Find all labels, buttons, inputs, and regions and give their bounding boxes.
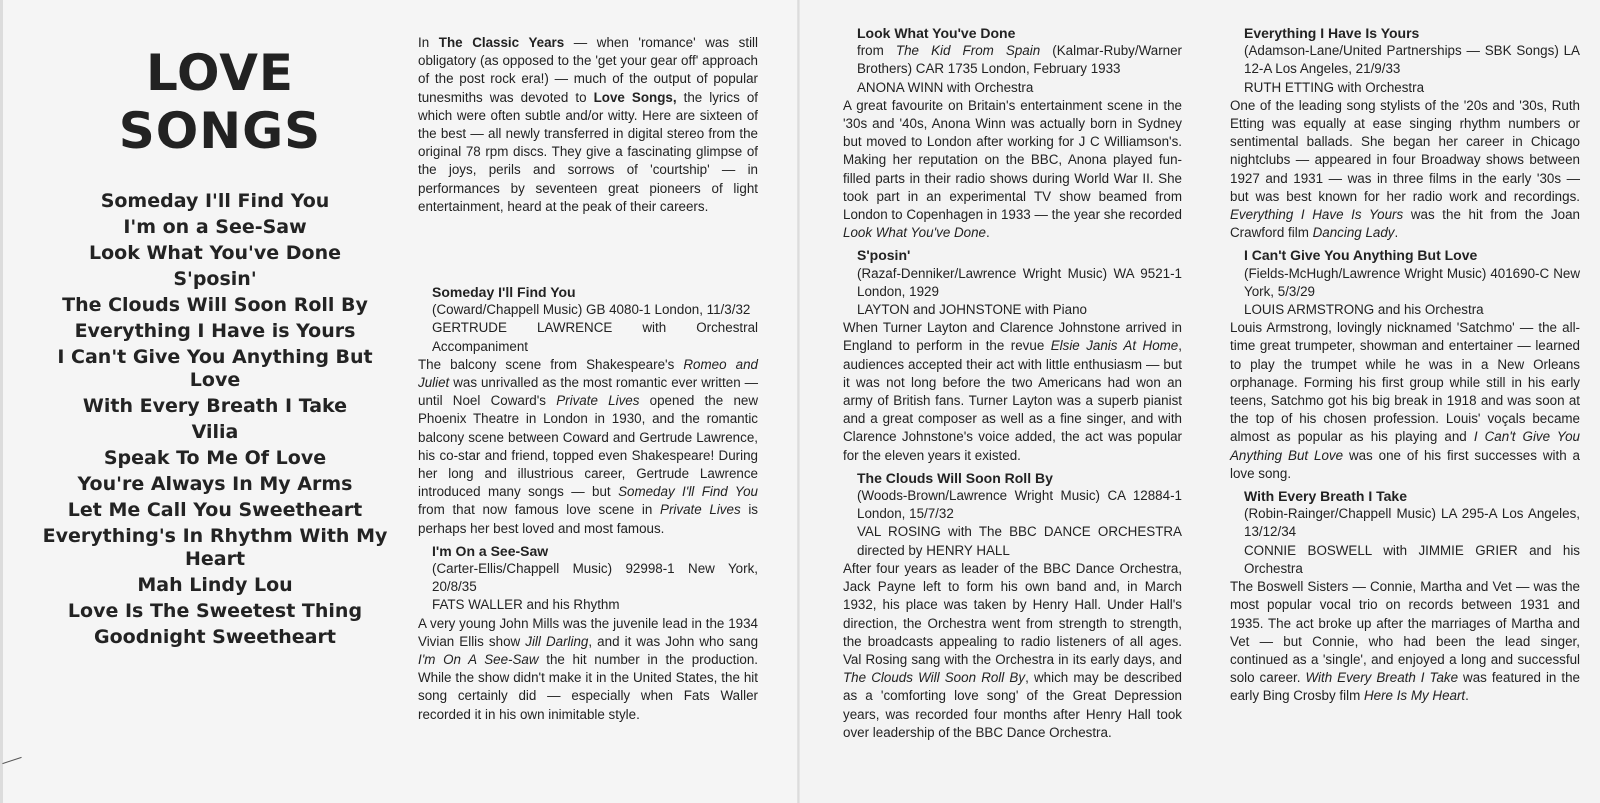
recording-details: (Carter-Ellis/Chappell Music) 92998-1 New York, 20/8/35 [432,561,758,595]
tracklist [40,190,390,652]
track-note-title: Everything I Have Is Yours [1244,25,1420,41]
track-item: Everything's In Rhythm With My Heart [42,525,388,570]
italic-title: Everything I Have Is Yours [1230,207,1404,223]
recording-details-text: from [857,43,896,59]
title-line: SONGS [118,102,322,160]
track-note-title: Look What You've Done [857,25,1016,41]
italic-title: Private Lives [660,502,741,518]
body-text: , and it was John who sang [588,633,759,649]
body-text: was unrivalled as the most romantic ever written — until Noel Coward's [418,375,758,409]
intro-text: the lyrics of which were often subtle and/or witty. Here are sixteen of the best — all newly transferred in digital stereo from the original 78 rpm discs. They give a fascinating glimpse of the joys, perils and sorrows of 'courtship' — in performances by seventeen great pioneers of light entertainment, heard at the peak of their careers. [418,89,758,214]
track-note-body [1230,578,1580,705]
track-note-title: S'posin' [857,247,911,264]
track-note-body [1230,97,1580,243]
performer: RUTH ETTING with Orchestra [1244,79,1425,95]
notes-column-2 [843,24,1182,746]
performer: LOUIS ARMSTRONG and his Orchestra [1244,302,1484,318]
track-note-title: I'm On a See-Saw [432,542,549,559]
track-note [418,283,758,538]
track-note-body [418,356,758,538]
track-item: Love Is The Sweetest Thing [67,600,363,622]
track-note [843,246,1182,464]
track-note [418,542,758,724]
italic-title: I'm On A See-Saw [418,652,539,668]
intro-text: — when 'romance' was still obligatory (as opposed to the 'get your gear off' approach of the post rock era!) — much of the output of popular tunesmiths was devoted to [418,35,758,105]
performer: CONNIE BOSWELL with JIMMIE GRIER and his Orchestra [1244,542,1580,576]
track-item: I'm on a See-Saw [123,216,307,238]
body-text: was one of his first successes with a love song. [1230,447,1580,481]
performer: FATS WALLER and his Rhythm [432,597,620,613]
body-text: When Turner Layton and Clarence Johnstone arrived in England to perform in the revue [843,320,1182,354]
track-item: Everything I Have is Yours [74,320,356,342]
track-item: With Every Breath I Take [82,395,348,417]
italic-title: Look What You've Done [843,225,987,241]
track-note-body [843,560,1182,742]
italic-title: Dancing Lady [1312,225,1395,241]
track-note-title: The Clouds Will Soon Roll By [857,469,1053,486]
track-note-title: With Every Breath I Take [1244,488,1408,505]
track-item: Look What You've Done [88,242,341,264]
track-item: I Can't Give You Anything But Love [57,346,373,391]
recording-details: (Coward/Chappell Music) GB 4080-1 London, 11/3/32 [432,302,751,318]
performer: GERTRUDE LAWRENCE with Orchestral Accompaniment [432,320,758,354]
italic-title: Elsie Janis At Home [1050,338,1179,354]
track-note-body [843,97,1182,243]
track-note-body [843,319,1182,465]
italic-title: I Can't Give You Anything But Love [1230,429,1580,463]
track-item: Let Me Call You Sweetheart [67,499,363,521]
italic-title: The Clouds Will Soon Roll By [843,670,1026,686]
series-name: The Classic Years [438,35,565,50]
body-text: . [1465,688,1469,704]
body-text: One of the leading song stylists of the '20s and '30s, Ruth Etting was equally at ease singing rhythm numbers or sentimental ballads. She began her career in Chicago nightclubs — appeared in four Broadway shows between 1927 and 1931 — was in three films in the early '30s — but was best known for her radio work and recordings. [1230,97,1580,204]
body-text: , which may be described as a 'comforting love song' of the Great Depression years, was recorded four months after Henry Hall took over leadership of the BBC Dance Orchestra. [843,670,1183,740]
body-text: , audiences accepted their act with little enthusiasm — but it was not long before the two Americans had won an army of British fans. Turner Layton was a superb pianist and a great composer as well as a fine singer, and with Clarence Johnstone's voice added, the act was popular for the eleven years it existed. [843,338,1182,463]
recording-details: (Fields-McHugh/Lawrence Wright Music) 401690-C New York, 5/3/29 [1244,265,1580,299]
page-left-edge [0,0,3,803]
album-name: Love Songs, [593,89,677,105]
booklet-title [100,44,340,160]
track-note [1230,487,1580,705]
track-item: The Clouds Will Soon Roll By [62,294,368,316]
body-text: the hit number in the production. While the show didn't make it in the United States, the hit song certainly did — especially when Fats Waller recorded it in his own inimitable style. [418,652,758,722]
track-item: Mah Lindy Lou [137,574,293,596]
performer: LAYTON and JOHNSTONE with Piano [857,302,1087,318]
recording-details: (Woods-Brown/Lawrence Wright Music) CA 12884-1 London, 15/7/32 [857,488,1182,522]
notes-column-1 [418,283,758,728]
track-item: You're Always In My Arms [77,473,353,495]
body-text: A very young John Mills was the juvenile lead in the 1934 Vivian Ellis show [418,615,758,649]
italic-title: The Kid From Spain [895,43,1041,59]
recording-details [857,42,1182,78]
recording-details: (Adamson-Lane/United Partnerships — SBK Songs) LA 12-A Los Angeles, 21/9/33 [1244,43,1580,77]
body-text: The Boswell Sisters — Connie, Martha and Vet — was the most popular vocal trio on records between 1931 and 1935. The act broke up after the marriages of Martha and Vet — but Connie, who had been the lead singer, continued as a 'single', and enjoyed a long and successful solo career. [1230,579,1580,686]
track-item: S'posin' [173,268,257,290]
track-note-body [418,615,758,724]
body-text: opened the new Phoenix Theatre in London in 1930, and the romantic balcony scene between Coward and Gertrude Lawrence, his co-star and friend, topped even Shakespeare! During her long and illustrious career, Gertrude Lawrence introduced many songs — but [418,393,759,500]
body-text: Louis Armstrong, lovingly nicknamed 'Satchmo' — the all-time great trumpeter, showman and entertainer — learned to play the trumpet while he was in a New Orleans orphanage. Forming his first group while still in his early teens, Satchmo got his big break in 1918 and was soon at the top of his chosen profession. Louis' voçals became almost as popular as his playing and [1230,320,1580,445]
page-fold [797,0,800,803]
performer: VAL ROSING with The BBC DANCE ORCHESTRA directed by HENRY HALL [857,524,1182,558]
italic-title: Here Is My Heart [1363,688,1466,704]
track-note [1230,246,1580,483]
recording-details: (Razaf-Denniker/Lawrence Wright Music) WA 9521-1 London, 1929 [857,265,1182,299]
track-note-title: Someday I'll Find You [432,284,576,300]
italic-title: With Every Breath I Take [1305,670,1459,686]
notes-column-3 [1230,24,1580,710]
body-text: After four years as leader of the BBC Dance Orchestra, Jack Payne left to form his own band and, in March 1932, his place was taken by Henry Hall. Under Hall's direction, the Orchestra went from strength to strength, the broadcasts appealing to radio listeners of all ages. Val Rosing sang with the Orchestra in its early days, and [843,560,1182,667]
track-item: Vilia [191,421,239,443]
body-text: A great favourite on Britain's entertainment scene in the '30s and '40s, Anona Winn was actually born in Sydney but moved to London after working for J C Williamson's. Making her reputation on the BBC, Anona played fun-filled parts in their radio shows during World War II. She took part in an experimental TV show beamed from London to Copenhagen in 1933 — the year she recorded [843,97,1182,223]
performer: ANONA WINN with Orchestra [857,79,1034,95]
body-text: was the hit from the Joan Crawford film [1230,207,1581,241]
track-item: Someday I'll Find You [100,190,330,212]
italic-title: Private Lives [556,393,640,409]
body-text: from that now famous love scene in [418,502,661,518]
track-note [843,469,1182,742]
track-note [843,24,1182,242]
italic-title: Someday I'll Find You [618,484,758,500]
track-item: Speak To Me Of Love [103,447,327,469]
intro-text: In [418,35,439,50]
italic-title: Jill Darling [525,633,589,649]
recording-details: (Robin-Rainger/Chappell Music) LA 295-A Los Angeles, 13/12/34 [1244,506,1580,540]
track-note [1230,24,1580,242]
track-note-title: I Can't Give You Anything But Love [1244,247,1478,264]
recording-details-text: (Kalmar-Ruby/Warner Brothers) CAR 1735 London, February 1933 [857,43,1183,77]
body-text: was featured in the early Bing Crosby film [1230,670,1580,704]
title-line: LOVE [145,44,295,102]
body-text: is perhaps her best loved and most famous. [418,502,758,536]
intro-paragraph [418,34,758,216]
body-text: . [986,225,990,241]
track-item: Goodnight Sweetheart [94,626,336,648]
body-text: . [1394,225,1399,241]
track-note-body [1230,319,1580,483]
italic-title: Romeo and Juliet [418,356,758,391]
body-text: The balcony scene from Shakespeare's [418,356,684,372]
